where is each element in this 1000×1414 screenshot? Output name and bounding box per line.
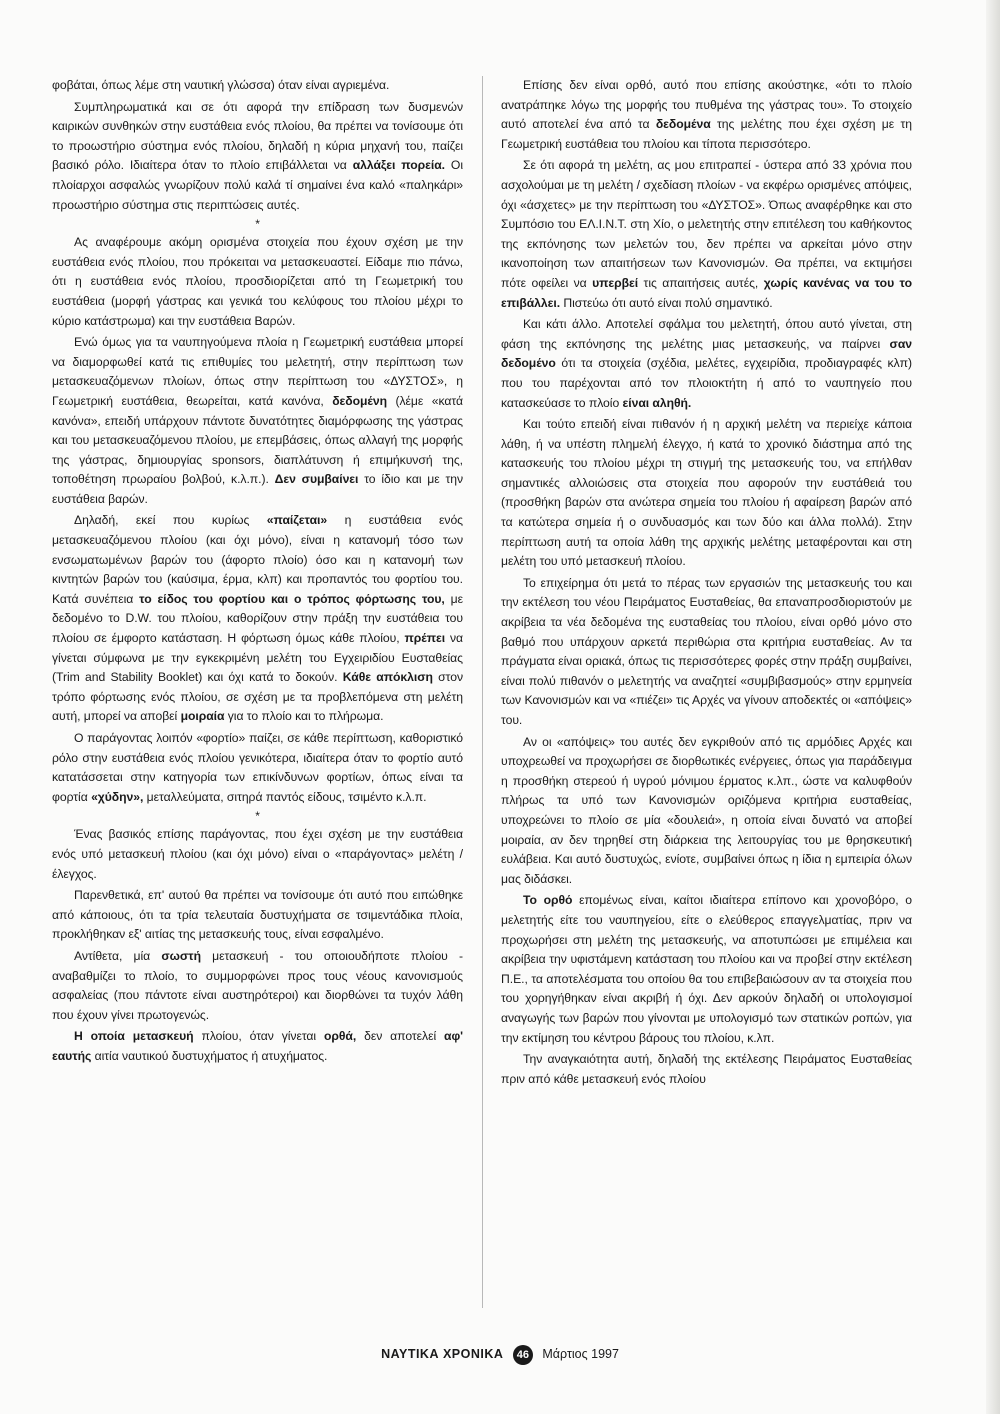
scan-edge-shadow [986,0,1000,1414]
paragraph: Δηλαδή, εκεί που κυρίως «παίζεται» η ευστάθεια ενός μετασκευαζόμενου πλοίου (και όχι μόνο), είναι η κατανομή τόσο των ενσωματωμένων βαρών του (άφορτο πλοίο) όσο και η κατανομή των κιντητών βαρών του (καύσιμα, έρμα, κλπ) και προπαντός του φορτίου του. Κατά συνέπεια το είδος του φορτίου και ο τρόπος φόρτωσης του, με δεδομένο το D.W. του πλοίου, καθορίζουν στην πράξη την ευστάθεια του πλοίου σε έμφορτο κατάσταση. Η φόρτωση όμως κάθε πλοίου, πρέπει να γίνεται σύμφωνα με την εγκεκριμένη μελέτη του Εγχειριδίου Ευσταθείας (Trim and Stability Booklet) και όχι κατά το δοκούν. Κάθε απόκλιση στον τρόπο φόρτωσης ενός πλοίου, σε σχέση με τα προβλεπόμενα στη μελέτη αυτή, μπορεί να αποβεί μοιραία για το πλοίο και το πλήρωμα. [52,513,464,724]
article-page [52,76,912,1366]
page-number-badge: 46 [513,1345,533,1365]
paragraph: Το ορθό επομένως είναι, καίτοι ιδιαίτερα επίπονο και χρονοβόρο, ο μελετητής είτε του ναυπηγείου, είτε ο ελεύθερος επαγγελματίας, πριν να προχωρήσει στη μελέτη της μετασκευής, να αποτυπώσει με επιμέλεια και ακρίβεια την υφιστάμενη κατάσταση του πλοίου και να προβεί στην εκτέλεση Π.Ε., τα αποτελέσματα του οποίου θα του επιβεβαιώσουν αν τα στοιχεία που του χορηγήθηκαν είναι ακριβή ή όχι. Δεν αρκούν δηλαδή οι υπολογισμοί αναγωγής των βαρών που γίνονται με υπολογισμό των στατικών ροπών, για την εκτίμηση του κέντρου βάρους του πλοίου, κ.λπ. [501,893,912,1045]
paragraph: Αν οι «απόψεις» του αυτές δεν εγκριθούν από τις αρμόδιες Αρχές και υποχρεωθεί να προχωρήσει σε διορθωτικές ενέργειες, όπως για παράδειγμα η προσθήκη στερεού ή υγρού μόνιμου έρματος κ.λπ., ώστε να καλυφθούν πλήρως τα υπό των Κανονισμών οριζόμενα κριτήρια ευσταθείας, υποχρεώνει το πλοίο σε μία «δουλειά», η οποία είναι δυνατό να αποβεί μοιραία, αν δεν τηρηθεί στη διάρκεια της λειτουργίας του με θρησκευτική ευλάβεια. Και αυτό δυστυχώς, ενίοτε, συμβαίνει όπως η ίδια η εμπειρία όλων μας διδάσκει. [501,734,912,886]
paragraph: Επίσης δεν είναι ορθό, αυτό που επίσης ακούστηκε, «ότι το πλοίο ανατράπηκε λόγω της μορφής του πυθμένα της γάστρας του». Το στοιχείο αυτό αποτελεί ένα από τα δεδομένα της μελέτης που έχει σχέση με τη Γεωμετρική ευστάθεια του πλοίου και τίποτα περισσότερο. [501,78,912,151]
paragraph: Η οποία μετασκευή πλοίου, όταν γίνεται ορθά, δεν αποτελεί αφ' εαυτής αιτία ναυτικού δυστυχήματος ή ατυχήματος. [52,1029,463,1063]
section-separator: * [255,217,260,232]
column-divider [482,76,483,1308]
paragraph: Συμπληρωματικά και σε ότι αφορά την επίδραση των δυσμενών καιρικών συνθηκών στην ευστάθεια ενός πλοίου, θα πρέπει να τονίσουμε ότι το προωστήριο σύστημα ενός πλοίου, δηλαδή η κύρια μηχανή του, παίζει βασικό ρόλο. Ιδιαίτερα όταν το πλοίο επιβάλλεται να αλλάξει πορεία. Οι πλοίαρχοι ασφαλώς γνωρίζουν πολύ καλά τί σημαίνει ένα καλό «παληκάρι» προωστήριο σύστημα στις περιπτώσεις αυτές. [52,99,463,212]
paragraph: Και κάτι άλλο. Αποτελεί σφάλμα του μελετητή, όπου αυτό γίνεται, στη φάση της εκπόνησης της μελέτης μιας μετασκευής, να παίρνει σαν δεδομένο ότι τα στοιχεία (σχέδια, μελέτες, εγχειρίδια, προδιαγραφές κλπ) που του παρέχονται από τον πλοιοκτήτη ή από το ναυπηγείο που κατασκεύασε το πλοίο είναι αληθή. [501,317,912,410]
right-column [501,76,912,1091]
paragraph: Και τούτο επειδή είναι πιθανόν ή η αρχική μελέτη να περιείχε κάποια λάθη, ή να υπέστη πλημελή έλεγχο, ή κατά το χρονικό διάστημα από της κατασκευής του πλοίου μέχρι τη στιγμή της μετασκευής του, να επήλθαν σημαντικές αλλοιώσεις στα στοιχεία που αφορούν την ευστάθειά του (προσθήκη βαρών στα ανώτερα σημεία του πλοίου ή αφαίρεση βαρών από τα κατώτερα σημεία ή ο συνδυασμός και των δύο και άλλα πολλά). Στην περίπτωση αυτή τα οποία λάθη της αρχικής μελέτης μεταφέρονται και στη μελέτη του υπό μετασκευή πλοίου. [501,417,912,569]
paragraph: Το επιχείρημα ότι μετά το πέρας των εργασιών της μετασκευής του και την εκτέλεση του νέου Πειράματος Ευσταθείας, θα επαναπροσδιοριστούν με ακρίβεια τα νέα δεδομένα της ευσταθείας του πλοίου, είναι ορθό μόνο στο βαθμό που υπάρχουν αρκετά περιθώρια στα κριτήρια ευσταθείας. Αν τα πράγματα είναι οριακά, όπως τις περισσότερες φορές στην πράξη συμβαίνει, είναι πολύ πιθανόν ο μελετητής να αναζητεί «συμβιβασμούς» στην ερμηνεία των Κανονισμών και να «πιέζει» τις Αρχές να γίνουν αποδεκτές οι «απόψεις» του. [501,575,912,727]
left-column [52,76,463,1069]
paragraph: φοβάται, όπως λέμε στη ναυτική γλώσσα) όταν είναι αγριεμένα. [52,78,390,92]
section-separator: * [255,809,260,824]
magazine-name: ΝΑΥΤΙΚΑ ΧΡΟΝΙΚΑ [381,1347,504,1361]
page-footer [0,1343,1000,1365]
issue-date: Μάρτιος 1997 [542,1347,619,1361]
paragraph: Ενώ όμως για τα ναυπηγούμενα πλοία η Γεωμετρική ευστάθεια μπορεί να διαμορφωθεί κατά τις επιθυμίες του μελετητή, στην περίπτωση των μετασκευαζόμενων πλοίων, όπως στην περίπτωση του «ΔΥΣΤΟΣ», η Γεωμετρική ευστάθεια, θεωρείται, κατά κανόνα, δεδομένη (λέμε «κατά κανόνα», επειδή υπάρχουν πάντοτε δυνατότητες διαμόρφωσης της γάστρας και του μετασκευαζόμενου πλοίου, με επεμβάσεις, όπως αλλαγή της μορφής της γάστρας, δημιουργίας sponsors, διαπλάτυνση ή επιμήκυνσή της, τοποθέτηση πρωραίου βολβού, κ.λ.π.). Δεν συμβαίνει το ίδιο και με την ευστάθεια βαρών. [52,335,463,506]
paragraph: Την αναγκαιότητα αυτή, δηλαδή της εκτέλεσης Πειράματος Ευσταθείας πριν από κάθε μετασκευή ενός πλοίου [501,1052,912,1086]
paragraph: Σε ότι αφορά τη μελέτη, ας μου επιτραπεί - ύστερα από 33 χρόνια που ασχολούμαι με τη μελέτη / σχεδίαση πλοίων - να εκφέρω ορισμένες απόψεις, όχι «άσχετες» με την περίπτωση του «ΔΥΣΤΟΣ». Όπως αναφέρθηκε και στο Συμπόσιο του ΕΛ.Ι.Ν.Τ. στη Χίο, ο μελετητής στην επιτέλεση του καθήκοντος της εκπόνησης των μελετών του, δεν πρέπει να αρκείται μόνο στην ικανοποίηση των απαιτήσεων των Κανονισμών. Θα πρέπει, να εκτιμήσει πότε οφείλει να υπερβεί τις απαιτήσεις αυτές, χωρίς κανένας να του το επιβάλλει. Πιστεύω ότι αυτό είναι πολύ σημαντικό. [501,158,912,310]
paragraph: Ας αναφέρουμε ακόμη ορισμένα στοιχεία που έχουν σχέση με την ευστάθεια ενός πλοίου, που πρόκειται να μετασκευαστεί. Είδαμε πιο πάνω, ότι η ευστάθεια ενός πλοίου, προσδιορίζεται από τη Γεωμετρική του ευστάθεια (μορφή γάστρας και γενικά του κελύφους του πλοίου μέχρι το κύριο κατάστρωμα) και την ευστάθεια Βαρών. [52,235,463,328]
paragraph: Ένας βασικός επίσης παράγοντας, που έχει σχέση με την ευστάθεια ενός υπό μετασκευή πλοίου (και όχι μόνο) είναι ο «παράγοντας» μελέτη / έλεγχος. [52,827,463,881]
paragraph: Ο παράγοντας λοιπόν «φορτίο» παίζει, σε κάθε περίπτωση, καθοριστικό ρόλο στην ευστάθεια ενός πλοίου γενικότερα, ιδιαίτερα όταν το φορτίο αυτό κατατάσσεται στην κατηγορία των επικίνδυνων φορτίων, όπως είναι τα φορτία «χύδην», μεταλλεύματα, σιτηρά παντός είδους, τσιμέντο κ.λ.π. [52,731,463,804]
paragraph: Αντίθετα, μία σωστή μετασκευή - του οποιουδήποτε πλοίου - αναβαθμίζει το πλοίο, το συμμορφώνει προς τους νέους κανονισμούς ασφαλείας (που πάντοτε είναι αυστηρότεροι) και διορθώνει τα τυχόν λάθη που έχουν γίνει πρωτογενώς. [52,948,463,1022]
paragraph: Παρενθετικά, επ' αυτού θα πρέπει να τονίσουμε ότι αυτό που ειπώθηκε από κάποιους, ότι τα τρία τελευταία δυστυχήματα σε τσιμεντάδικα πλοία, προκλήθηκαν εξ' αιτίας της μετασκευής τους, είναι εσφαλμένο. [52,888,463,942]
